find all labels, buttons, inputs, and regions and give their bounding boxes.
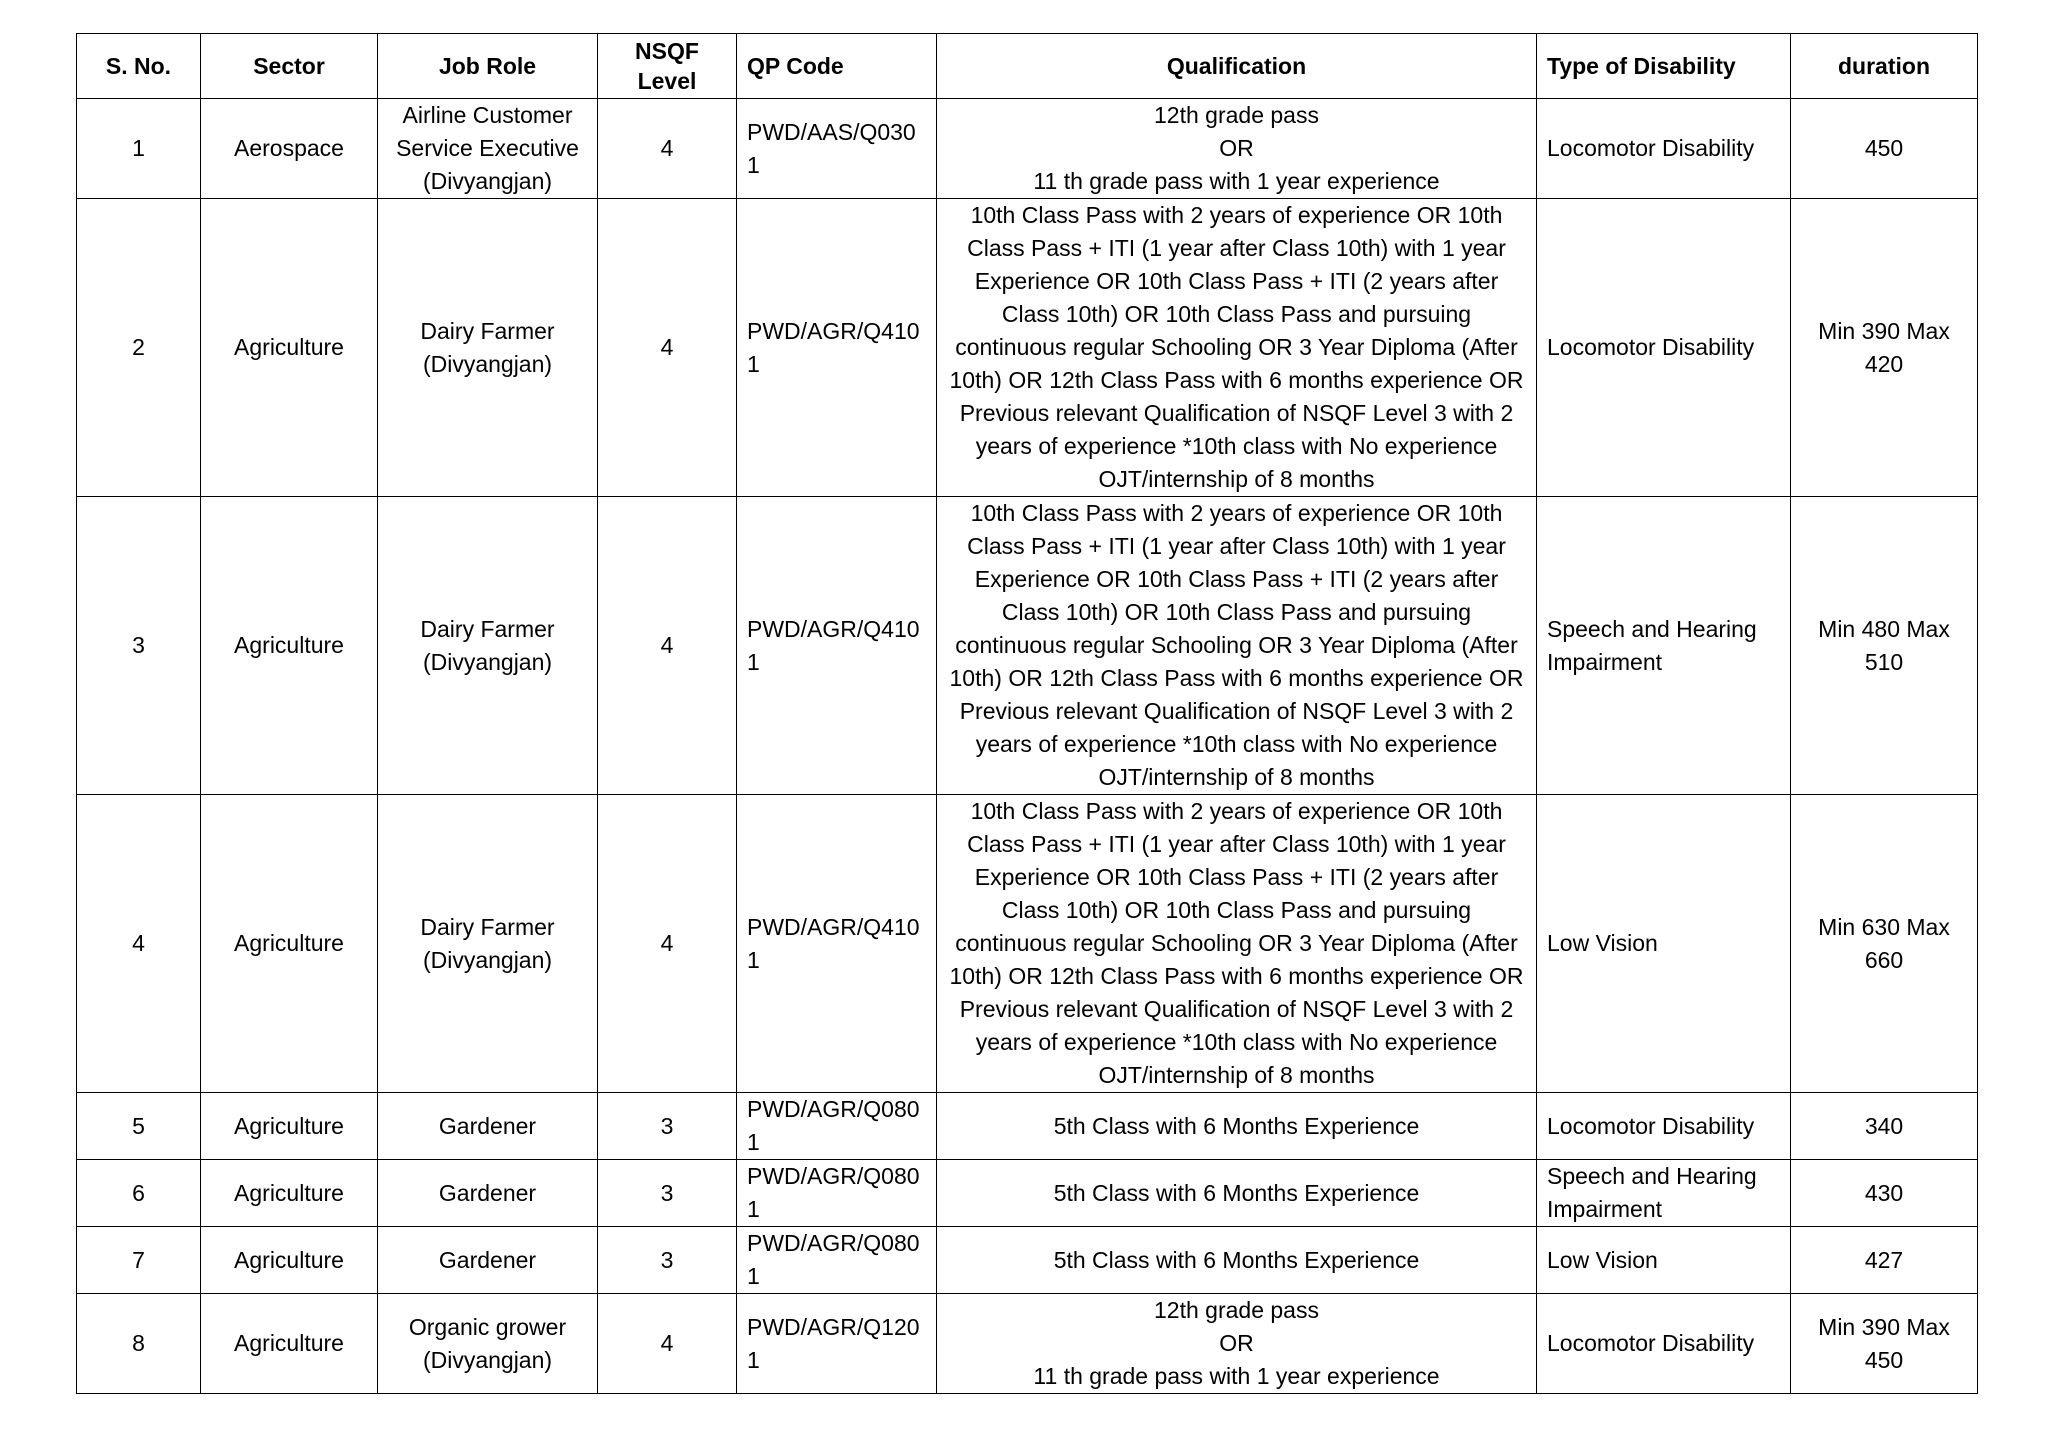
cell-sno: 3: [77, 497, 201, 795]
cell-job-role: Gardener: [378, 1227, 598, 1294]
cell-disability: Low Vision: [1537, 1227, 1791, 1294]
qualification-line: 12th grade pass: [1154, 102, 1319, 128]
cell-sno: 6: [77, 1160, 201, 1227]
qualification-line: 10th Class Pass with 2 years of experience OR 10th Class Pass + ITI (1 year after Class 10th) with 1 year Experience OR 10th Class Pass + ITI (2 years after Class 10th) OR 10th Class Pass and pursuing continuous regular Schooling OR 3 Year Diploma (After 10th) OR 12th Class Pass with 6 months experience OR Previous relevant Qualification of NSQF Level 3 with 2 years of experience *10th class with No experience OJT/internship of 8 months: [949, 798, 1524, 1088]
table-row: [77, 1160, 1978, 1227]
cell-qualification: [937, 497, 1537, 795]
cell-job-role: Dairy Farmer (Divyangjan): [378, 199, 598, 497]
qualification-line: 12th grade pass: [1154, 1297, 1319, 1323]
cell-job-role: Dairy Farmer (Divyangjan): [378, 497, 598, 795]
table-row: [77, 199, 1978, 497]
table-row: [77, 795, 1978, 1093]
header-duration: duration: [1791, 34, 1978, 99]
cell-nsqf-level: 4: [598, 99, 737, 199]
cell-nsqf-level: 4: [598, 1294, 737, 1394]
cell-sector: Agriculture: [201, 497, 378, 795]
cell-qualification: [937, 795, 1537, 1093]
cell-disability: Low Vision: [1537, 795, 1791, 1093]
cell-job-role: Gardener: [378, 1160, 598, 1227]
cell-duration: Min 390 Max 420: [1791, 199, 1978, 497]
cell-nsqf-level: 4: [598, 199, 737, 497]
cell-sector: Aerospace: [201, 99, 378, 199]
cell-sector: Agriculture: [201, 199, 378, 497]
header-nsqf-level: NSQF Level: [598, 34, 737, 99]
table-row: [77, 497, 1978, 795]
cell-qp-code: PWD/AGR/Q4101: [737, 199, 937, 497]
cell-disability: Locomotor Disability: [1537, 1093, 1791, 1160]
cell-sector: Agriculture: [201, 795, 378, 1093]
qualification-line: 5th Class with 6 Months Experience: [1053, 1112, 1420, 1139]
course-table: [76, 33, 1978, 1394]
cell-job-role: Organic grower (Divyangjan): [378, 1294, 598, 1394]
qualification-line: OR: [1219, 135, 1254, 161]
cell-qualification: [937, 1160, 1537, 1227]
header-sector: Sector: [201, 34, 378, 99]
cell-qualification: [937, 199, 1537, 497]
cell-sno: 4: [77, 795, 201, 1093]
header-row: [77, 34, 1978, 99]
qualification-line: 5th Class with 6 Months Experience: [1053, 1246, 1420, 1273]
table-body: [77, 99, 1978, 1394]
cell-qp-code: PWD/AGR/Q0801: [737, 1227, 937, 1294]
cell-disability: Locomotor Disability: [1537, 1294, 1791, 1394]
cell-disability: Locomotor Disability: [1537, 99, 1791, 199]
document-page: [76, 33, 1978, 1394]
header-sno: S. No.: [77, 34, 201, 99]
cell-qualification: [937, 99, 1537, 199]
cell-disability: Speech and Hearing Impairment: [1537, 497, 1791, 795]
header-disability: Type of Disability: [1537, 34, 1791, 99]
cell-nsqf-level: 4: [598, 795, 737, 1093]
cell-sno: 8: [77, 1294, 201, 1394]
cell-duration: 430: [1791, 1160, 1978, 1227]
cell-qualification: [937, 1227, 1537, 1294]
qualification-line: 11 th grade pass with 1 year experience: [1033, 1363, 1440, 1389]
cell-duration: Min 630 Max 660: [1791, 795, 1978, 1093]
cell-sector: Agriculture: [201, 1227, 378, 1294]
cell-qp-code: PWD/AGR/Q0801: [737, 1093, 937, 1160]
cell-sno: 2: [77, 199, 201, 497]
cell-duration: 450: [1791, 99, 1978, 199]
header-job-role: Job Role: [378, 34, 598, 99]
cell-duration: Min 480 Max 510: [1791, 497, 1978, 795]
table-row: [77, 1093, 1978, 1160]
cell-qualification: [937, 1093, 1537, 1160]
table-row: [77, 1227, 1978, 1294]
header-qp-code: QP Code: [737, 34, 937, 99]
cell-job-role: Gardener: [378, 1093, 598, 1160]
qualification-line: OR: [1219, 1330, 1254, 1356]
cell-nsqf-level: 3: [598, 1160, 737, 1227]
qualification-line: 5th Class with 6 Months Experience: [1053, 1179, 1420, 1206]
cell-sno: 7: [77, 1227, 201, 1294]
cell-sno: 1: [77, 99, 201, 199]
cell-qp-code: PWD/AGR/Q4101: [737, 497, 937, 795]
cell-qp-code: PWD/AGR/Q1201: [737, 1294, 937, 1394]
cell-duration: 340: [1791, 1093, 1978, 1160]
cell-disability: Speech and Hearing Impairment: [1537, 1160, 1791, 1227]
cell-sector: Agriculture: [201, 1093, 378, 1160]
cell-nsqf-level: 4: [598, 497, 737, 795]
cell-qp-code: PWD/AGR/Q4101: [737, 795, 937, 1093]
cell-duration: 427: [1791, 1227, 1978, 1294]
table-row: [77, 99, 1978, 199]
cell-qp-code: PWD/AAS/Q0301: [737, 99, 937, 199]
cell-duration: Min 390 Max 450: [1791, 1294, 1978, 1394]
cell-nsqf-level: 3: [598, 1093, 737, 1160]
cell-nsqf-level: 3: [598, 1227, 737, 1294]
cell-qp-code: PWD/AGR/Q0801: [737, 1160, 937, 1227]
cell-job-role: Dairy Farmer (Divyangjan): [378, 795, 598, 1093]
cell-sno: 5: [77, 1093, 201, 1160]
cell-sector: Agriculture: [201, 1160, 378, 1227]
cell-job-role: Airline Customer Service Executive (Divyangjan): [378, 99, 598, 199]
table-row: [77, 1294, 1978, 1394]
qualification-line: 10th Class Pass with 2 years of experience OR 10th Class Pass + ITI (1 year after Class 10th) with 1 year Experience OR 10th Class Pass + ITI (2 years after Class 10th) OR 10th Class Pass and pursuing continuous regular Schooling OR 3 Year Diploma (After 10th) OR 12th Class Pass with 6 months experience OR Previous relevant Qualification of NSQF Level 3 with 2 years of experience *10th class with No experience OJT/internship of 8 months: [949, 500, 1524, 790]
cell-disability: Locomotor Disability: [1537, 199, 1791, 497]
qualification-line: 11 th grade pass with 1 year experience: [1033, 168, 1440, 194]
cell-sector: Agriculture: [201, 1294, 378, 1394]
cell-qualification: [937, 1294, 1537, 1394]
qualification-line: 10th Class Pass with 2 years of experience OR 10th Class Pass + ITI (1 year after Class 10th) with 1 year Experience OR 10th Class Pass + ITI (2 years after Class 10th) OR 10th Class Pass and pursuing continuous regular Schooling OR 3 Year Diploma (After 10th) OR 12th Class Pass with 6 months experience OR Previous relevant Qualification of NSQF Level 3 with 2 years of experience *10th class with No experience OJT/internship of 8 months: [949, 202, 1524, 492]
header-qualification: Qualification: [937, 34, 1537, 99]
